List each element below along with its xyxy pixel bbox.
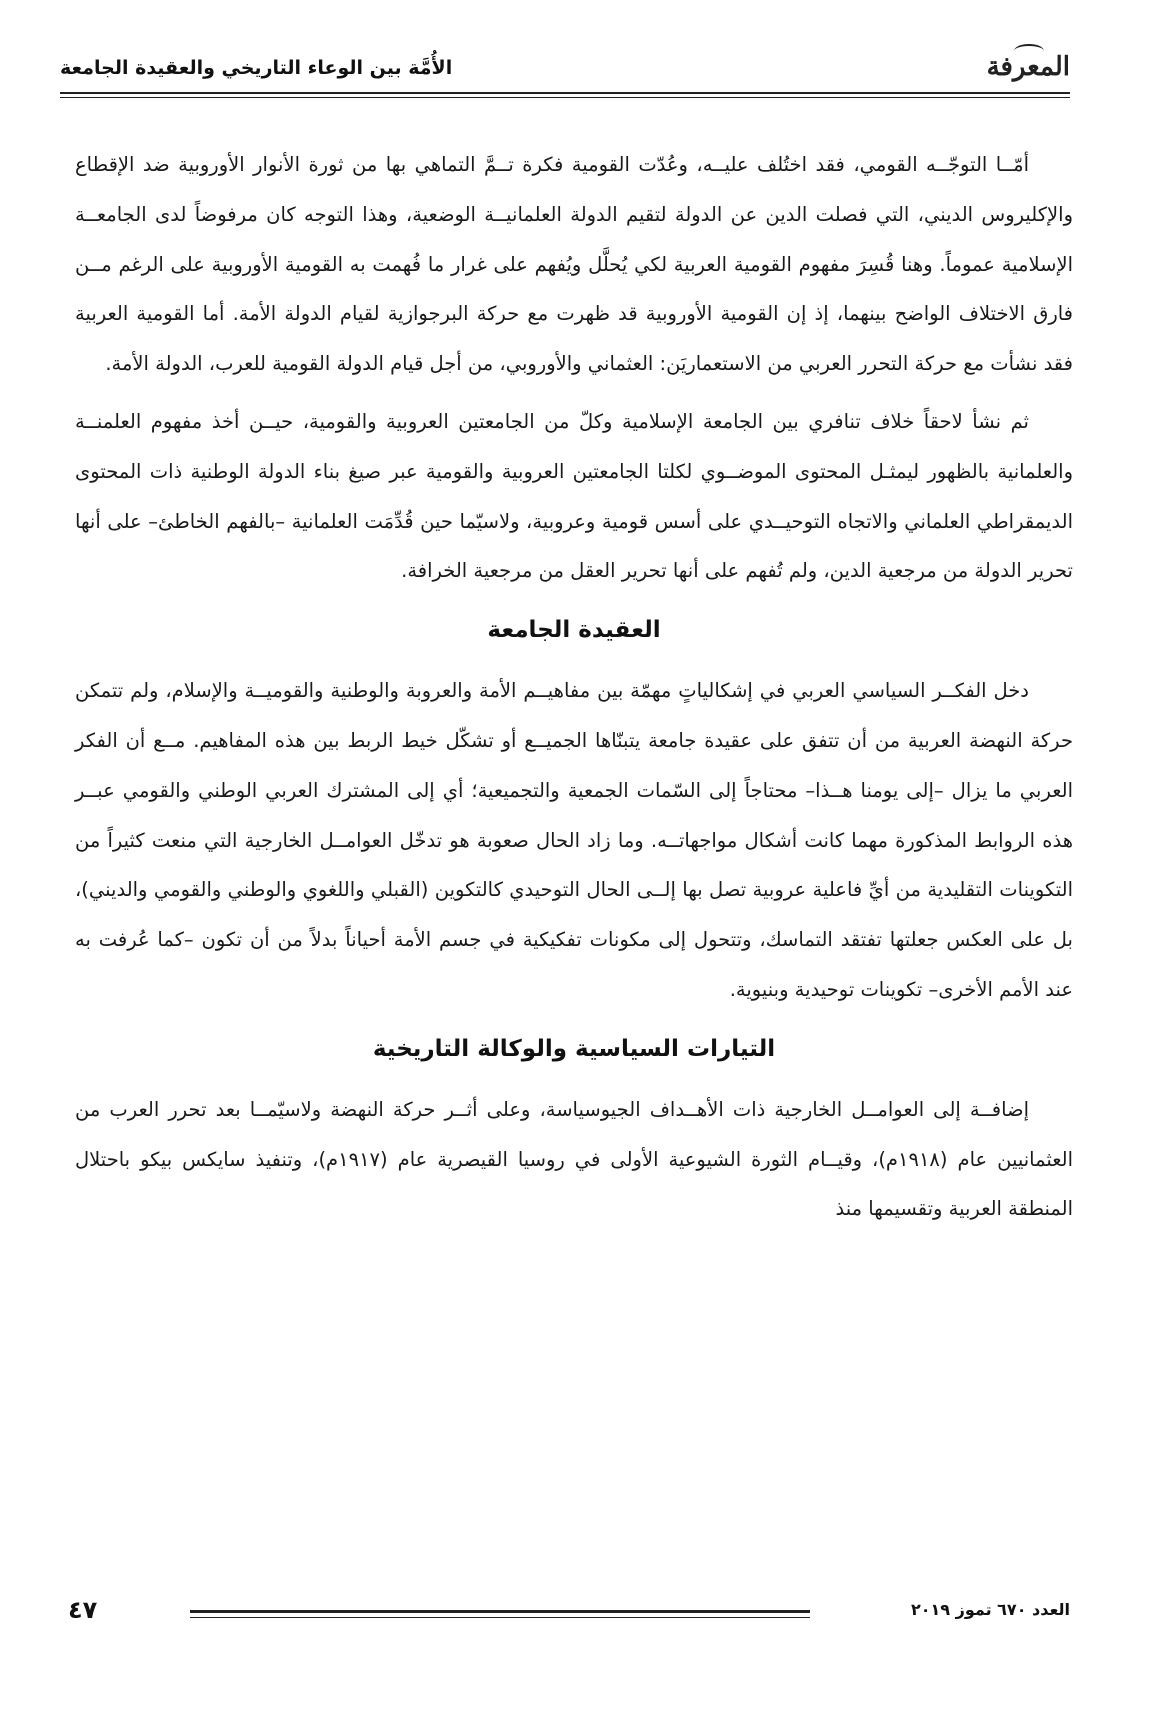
footer-divider xyxy=(190,1610,810,1613)
section-heading: التيارات السياسية والوكالة التاريخية xyxy=(372,1035,776,1062)
page-footer xyxy=(60,1590,1070,1640)
paragraph: أمّــا التوجّــه القومي، فقد اختُلف عليــه، وعُدّت القومية فكرة تــمَّ التماهي بها من ثورة الأنوار الأوروبية ضد الإقطاع والإكليروس الديني، التي فصلت الدين عن الدولة لتقيم الدولة العلمانيــة الوضعية، وهذا التوجه كان مرفوضاً لدى الجامعــة الإسلامية عموماً. وهنا قُسِرَ مفهوم القومية العربية لكي يُحلَّل ويُفهم على غرار ما فُهمت به القومية الأوروبية على الرغم مــن فارق الاختلاف الواضح بينهما، إذ إن القومية الأوروبية قد ظهرت مع حركة البرجوازية لقيام الدولة الأمة. أما القومية العربية فقد نشأت مع حركة التحرر العربي من الاستعماريَن: العثماني والأوروبي، من أجل قيام الدولة القومية للعرب، الدولة الأمة. xyxy=(75,153,1073,376)
journal-logo xyxy=(987,50,1070,84)
paragraph: إضافــة إلى العوامــل الخارجية ذات الأهــداف الجيوسياسة، وعلى أثــر حركة النهضة ولاسيّمــا بعد تحرر العرب من العثمانيين عام (١٩١٨م)، وقيــام الثورة الشيوعية الأولى في روسيا القيصرية عام (١٩١٧م)، وتنفيذ سايكس بيكو باحتلال المنطقة العربية وتقسيمها منذ xyxy=(75,1097,1074,1221)
logo-flourish-icon xyxy=(1014,44,1044,58)
paragraph: ثم نشأ لاحقاً خلاف تنافري بين الجامعة الإسلامية وكلّ من الجامعتين العروبية والقومية، حيــن أخذ مفهوم العلمنــة والعلمانية بالظهور ليمثـل المحتوى الموضــوي لكلتا الجامعتين العروبية والقومية عبر صيغ بناء الدولة الوطنية ذات المحتوى الديمقراطي العلماني والاتجاه التوحيــدي على أسس قومية وعروبية، ولاسيّما حين قُدِّمَت العلمانية –بالفهم الخاطئ– على أنها تحرير الدولة من مرجعية الدين، ولم تُفهم على أنها تحرير العقل من مرجعية الخرافة. xyxy=(75,409,1073,583)
header-divider-thin xyxy=(60,97,1070,98)
footer-divider-thin xyxy=(190,1617,810,1618)
article-body xyxy=(75,140,1073,1242)
page-number: ٤٧ xyxy=(68,1596,98,1624)
journal-name: المعرفة xyxy=(986,52,1070,82)
paragraph: دخل الفكــر السياسي العربي في إشكالياتٍ مهمّة بين مفاهيــم الأمة والعروبة والوطنية والقوميــة والإسلام، ولم تتمكن حركة النهضة العربية من أن تتفق على عقيدة جامعة يتبنّاها الجميــع أو تشكّل خيط الربط بين هذه المفاهيم. مــع أن الفكر العربي ما يزال –إلى يومنا هــذا– محتاجاً إلى السّمات الجمعية والتجميعية؛ أي إلى المشترك العربي الوطني والقومي عبــر هذه الروابط المذكورة مهما كانت أشكال مواجهاتــه. وما زاد الحال صعوبة هو تدخّل العوامــل الخارجية التي منعت كثيراً من التكوينات التقليدية من أيِّ فاعلية عروبية تصل بها إلــى الحال التوحيدي كالتكوين (القبلي واللغوي والوطني والقومي والديني)، بل على العكس جعلتها تفتقد التماسك، وتتحول إلى مكونات تفكيكية في جسم الأمة أحياناً بدلاً من أن تكون –كما عُرفت به عند الأمم الأخرى– تكوينات توحيدية وبنيوية. xyxy=(75,679,1073,1001)
running-title: الأُمَّة بين الوعاء التاريخي والعقيدة الجامعة xyxy=(60,57,453,79)
header-divider xyxy=(60,92,1070,94)
running-header xyxy=(60,50,1070,90)
section-heading: العقيدة الجامعة xyxy=(487,617,661,644)
issue-info: العدد ٦٧٠ تموز ٢٠١٩ xyxy=(910,1600,1070,1619)
